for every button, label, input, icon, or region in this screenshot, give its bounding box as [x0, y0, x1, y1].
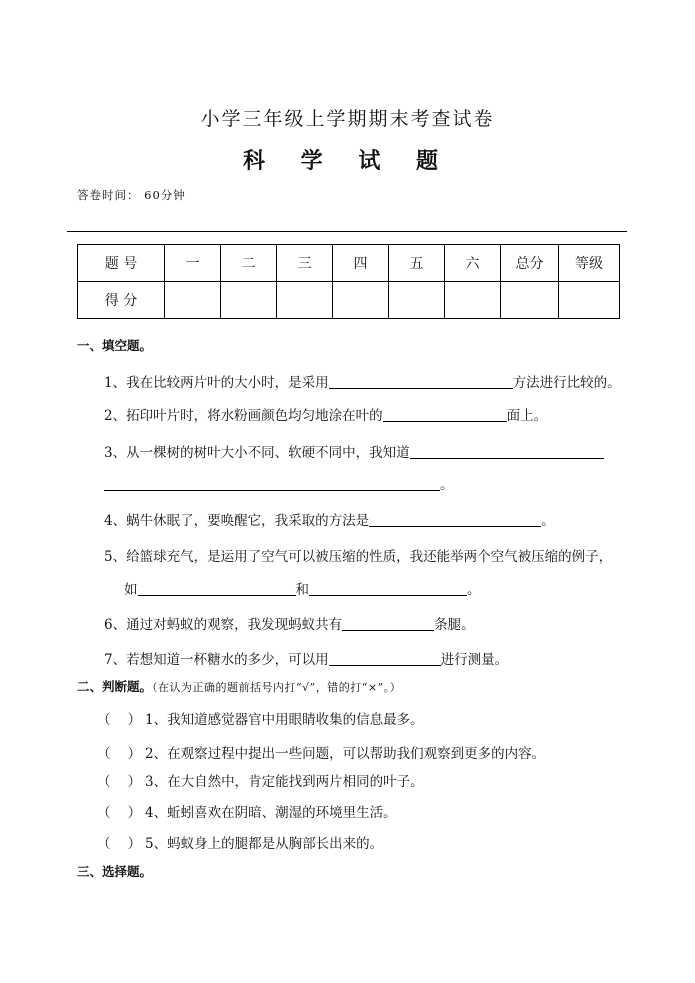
judgment-text: 1、我知道感觉器官中用眼睛收集的信息最多。	[145, 712, 424, 728]
question-6	[104, 613, 475, 633]
question-5: 5、给篮球充气，是运用了空气可以被压缩的性质，我还能举两个空气被压缩的例子，	[104, 549, 613, 565]
section2-instructions: （在认为正确的题前括号内打“√”，错的打“×”。）	[152, 681, 402, 694]
answer-parentheses[interactable]: （ ）	[97, 746, 142, 762]
answer-blank[interactable]	[369, 512, 541, 527]
answer-blank[interactable]	[138, 581, 296, 596]
question-3	[104, 441, 604, 461]
table-cell: 一	[165, 245, 221, 282]
judgment-item	[97, 742, 545, 762]
question-text: 。	[440, 477, 454, 493]
table-cell: 三	[277, 245, 333, 282]
question-text: 。	[541, 513, 555, 529]
table-cell: 总分	[501, 245, 559, 282]
question-text: 和	[295, 582, 309, 598]
score-cell[interactable]	[165, 282, 221, 319]
question-text: 7、若想知道一杯糖水的多少，可以用	[104, 652, 329, 668]
question-text: 进行测量。	[440, 652, 509, 668]
section3-heading: 三、选择题。	[77, 864, 153, 879]
question-text: 面上。	[506, 408, 548, 424]
table-cell: 六	[445, 245, 501, 282]
score-cell[interactable]	[221, 282, 277, 319]
question-text: 方法进行比较的。	[512, 375, 621, 391]
judgment-text: 2、在观察过程中提出一些问题，可以帮助我们观察到更多的内容。	[145, 746, 546, 762]
table-cell: 得 分	[78, 282, 165, 319]
question-text: 3、从一棵树的树叶大小不同、软硬不同中，我知道	[104, 445, 410, 461]
score-cell[interactable]	[277, 282, 333, 319]
judgment-text: 5、蚂蚁身上的腿都是从胸部长出来的。	[145, 836, 384, 852]
answer-parentheses[interactable]: （ ）	[97, 836, 142, 852]
table-cell: 二	[221, 245, 277, 282]
answer-blank[interactable]	[329, 374, 513, 389]
question-text: 条腿。	[434, 617, 475, 633]
question-text: 4、蜗牛休眠了，要唤醒它，我采取的方法是	[104, 513, 370, 529]
judgment-text: 4、蚯蚓喜欢在阴暗、潮湿的环境里生活。	[145, 805, 397, 821]
answer-parentheses[interactable]: （ ）	[97, 774, 142, 790]
score-cell[interactable]	[559, 282, 620, 319]
table-cell: 四	[333, 245, 389, 282]
judgment-item	[97, 832, 383, 852]
answer-parentheses[interactable]: （ ）	[97, 712, 142, 728]
time-label: 答卷时间：	[77, 188, 140, 202]
judgment-item	[97, 770, 424, 790]
question-1	[104, 371, 621, 391]
time-value: 60分钟	[144, 188, 186, 202]
answer-blank[interactable]	[383, 407, 507, 422]
table-cell: 等级	[559, 245, 620, 282]
answer-blank[interactable]	[309, 581, 467, 596]
table-cell: 题 号	[78, 245, 165, 282]
question-text: 6、通过对蚂蚁的观察，我发现蚂蚁共有	[104, 617, 343, 633]
judgment-text: 3、在大自然中，肯定能找到两片相同的叶子。	[145, 774, 424, 790]
table-cell: 五	[389, 245, 445, 282]
score-cell[interactable]	[333, 282, 389, 319]
page-title: 小学三年级上学期期末考查试卷	[200, 108, 495, 130]
section2-heading	[77, 677, 401, 695]
question-text: 。	[467, 582, 481, 598]
score-table-score-row	[78, 282, 620, 319]
question-4	[104, 509, 555, 529]
answer-blank[interactable]	[104, 476, 440, 491]
header-divider	[67, 231, 627, 232]
question-5-continued	[124, 578, 481, 598]
exam-subject-title: 科 学 试 题	[243, 148, 452, 174]
question-text: 1、我在比较两片叶的大小时，是采用	[104, 375, 329, 391]
score-cell[interactable]	[389, 282, 445, 319]
question-text: 如	[124, 582, 138, 598]
section2-title: 二、判断题。	[77, 679, 153, 694]
question-3-continued	[104, 473, 454, 493]
section1-heading: 一、填空题。	[77, 338, 153, 353]
judgment-item	[97, 708, 424, 728]
exam-time	[77, 187, 186, 203]
question-7	[104, 648, 508, 668]
answer-blank[interactable]	[342, 616, 434, 631]
question-2	[104, 404, 547, 424]
score-table-header-row	[78, 245, 620, 282]
judgment-item	[97, 801, 397, 821]
question-text: 2、拓印叶片时，将水粉画颜色均匀地涂在叶的	[104, 408, 383, 424]
answer-blank[interactable]	[329, 651, 441, 666]
score-table	[77, 244, 620, 319]
answer-parentheses[interactable]: （ ）	[97, 805, 142, 821]
score-cell[interactable]	[501, 282, 559, 319]
score-cell[interactable]	[445, 282, 501, 319]
answer-blank[interactable]	[410, 444, 604, 459]
